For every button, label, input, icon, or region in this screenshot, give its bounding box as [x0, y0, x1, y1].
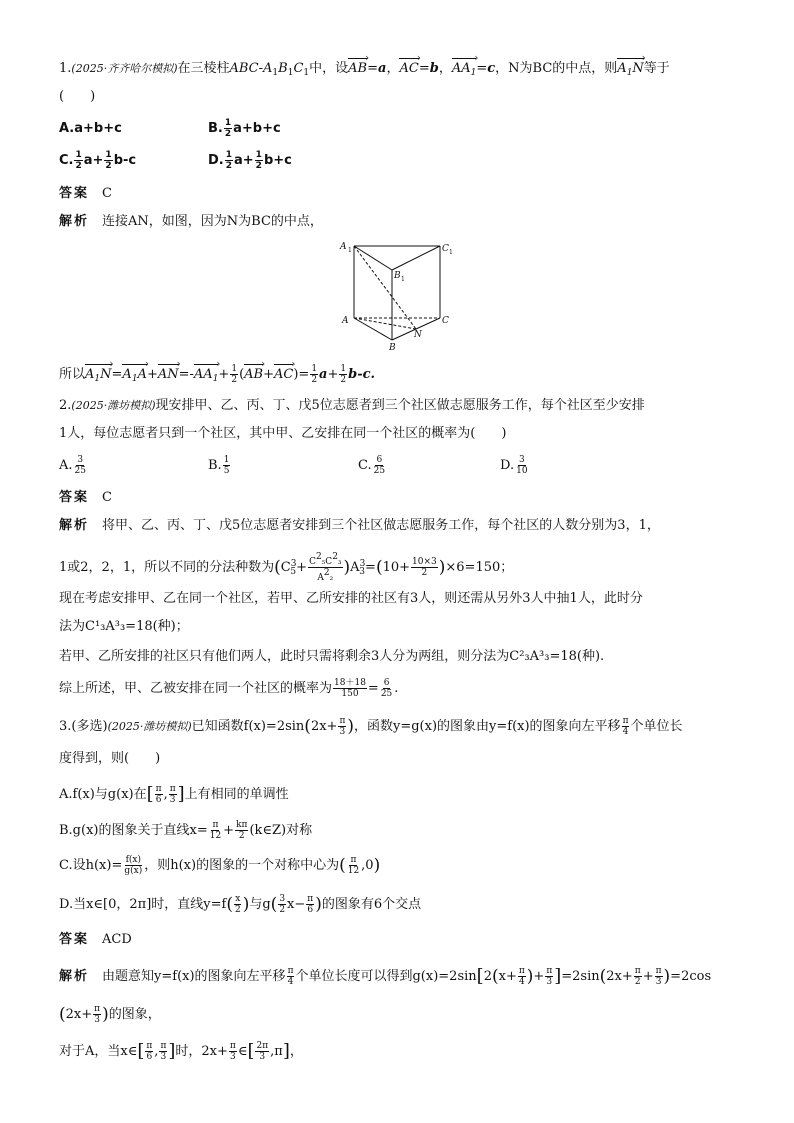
q1-stem-line: 1.(2025·齐齐哈尔模拟)在三棱柱ABC-$A_1B_1C_1$中，设AB ›=a，AC ›=b，$AA_1$ ›=c，N为BC的中点，则$A_1N$ ›等于 [59, 60, 670, 82]
q1-analysis-line-2: 所以$A_1N$ $›=A_1A$ ›+AN $›=-AA_1$ ›+ $\frac{1}{2}$ (AB ›+AC ›)= $\frac{1}{2}$ a+ $\frac{1}{2}$ b-c. [59, 364, 375, 388]
q2-analysis-4: 法为C¹₃A³₃=18(种)； [59, 619, 189, 634]
q1-analysis-line-1: 解析 连接AN，如图，因为N为BC的中点， [59, 214, 323, 229]
q3-answer: 答案 ACD [59, 932, 132, 947]
label-b: B [389, 343, 396, 352]
q3-option-a: A.f(x)与g(x)在[ $\frac{\pi}{6}$ , $\frac{\pi}{3}$ ]上有相同的单调性 [59, 783, 289, 805]
q2-option-c: C. $\frac{6}{25}$ [358, 455, 386, 476]
q2-answer: 答案 C [59, 490, 112, 505]
q3-stem-line-2: 度得到，则( ) [59, 751, 161, 766]
q1-answer: 答案 C [59, 186, 112, 201]
q2-analysis-2: 1或2，2，1，所以不同的分法种数为($C^3_5+$ $\frac{C^2_5C^2_3}{A^2_2}$ )$A^3_3=(10+$ $\frac{10\times 3}{2}$ )×6=150； [59, 552, 514, 583]
label-n: N [414, 330, 422, 340]
q3-option-b: B.g(x)的图象关于直线x= $\frac{\pi}{12}$ + $\frac{k\pi}{2}$ (k∈Z)对称 [59, 820, 313, 841]
prism-figure [336, 236, 466, 352]
label-c1: C [442, 244, 449, 254]
svg-text:1: 1 [401, 276, 405, 283]
q2-analysis-6: 综上所述，甲、乙被安排在同一个社区的概率为 $\frac{18+18}{150}$ = $\frac{6}{25}$ . [59, 678, 399, 699]
label-a1: A [340, 242, 347, 252]
q2-stem-line-1: 2.(2025·潍坊模拟)现安排甲、乙、丙、丁、戊5位志愿者到三个社区做志愿服务工作，每个社区至少安排 [59, 398, 645, 413]
q2-analysis-1: 解析 将甲、乙、丙、丁、戊5位志愿者安排到三个社区做志愿服务工作，每个社区的人数分别为3，1， [59, 518, 660, 533]
svg-text:1: 1 [449, 249, 453, 256]
q2-option-b: B. $\frac{1}{5}$ [208, 455, 230, 476]
q2-option-d: D. $\frac{3}{10}$ [500, 455, 528, 476]
q3-stem-line-1: 3.(多选)(2025·潍坊模拟)已知函数f(x)=2sin(2x+ $\frac{\pi}{3}$ )，函数y=g(x)的图象由y=f(x)的图象向左平移 $\frac{\pi}{4}$ 个单位长 [59, 716, 683, 737]
q2-analysis-5: 若甲、乙所安排的社区只有他们两人，此时只需将剩余3人分为两组，则分法为C²₃A³₃=18(种). [59, 649, 605, 664]
q1-option-b: B. $\frac{1}{2}$ a+b+c [208, 118, 281, 139]
svg-text:1: 1 [348, 247, 352, 254]
q3-analysis-1: 解析 由题意知y=f(x)的图象向左平移 $\frac{\pi}{4}$ 个单位长度可以得到g(x)=2sin[2(x+ $\frac{\pi}{4}$ )+ $\frac{\pi}{3}$ ]=2sin(2x+ $\frac{\pi}{2}$ + $\frac{\pi}{3}$ )=2cos [59, 965, 712, 987]
label-a: A [342, 316, 349, 326]
q1-option-a: A.a+b+c [59, 121, 122, 136]
q1-option-d: D. $\frac{1}{2}$ a+ $\frac{1}{2}$ b+c [208, 150, 292, 171]
q3-analysis-3: 对于A，当x∈[ $\frac{\pi}{6}$ , $\frac{\pi}{3}$ ]时，2x+ $\frac{\pi}{3}$ ∈[ $\frac{2\pi}{3}$ ,π]， [59, 1040, 303, 1062]
q3-option-d: D.当x∈[0，2π]时，直线y=f( $\frac{x}{2}$ )与g( $\frac{3}{2}$ x− $\frac{\pi}{6}$ )的图象有6个交点 [59, 894, 422, 915]
q2-option-a: A. $\frac{3}{25}$ [59, 455, 86, 476]
q3-option-c: C.设h(x)= $\frac{f(x)}{g(x)}$ ，则h(x)的图象的一个对称中心为( $\frac{\pi}{12}$ ,0) [59, 855, 381, 876]
q1-paren: ( ) [59, 89, 96, 104]
q1-option-c: C. $\frac{1}{2}$ a+ $\frac{1}{2}$ b-c [59, 150, 137, 171]
q2-stem-line-2: 1人，每位志愿者只到一个社区，其中甲、乙安排在同一个社区的概率为( ) [59, 426, 507, 441]
label-b1: B [394, 271, 401, 281]
q1-source: (2025·齐齐哈尔模拟) [71, 62, 178, 75]
label-c: C [442, 316, 449, 326]
q1-number: 1. [59, 61, 72, 76]
q3-analysis-2: (2x+ $\frac{\pi}{3}$ )的图象， [59, 1004, 161, 1025]
q2-analysis-3: 现在考虑安排甲、乙在同一个社区，若甲、乙所安排的社区有3人，则还需从另外3人中抽1人，此时分 [59, 591, 643, 606]
